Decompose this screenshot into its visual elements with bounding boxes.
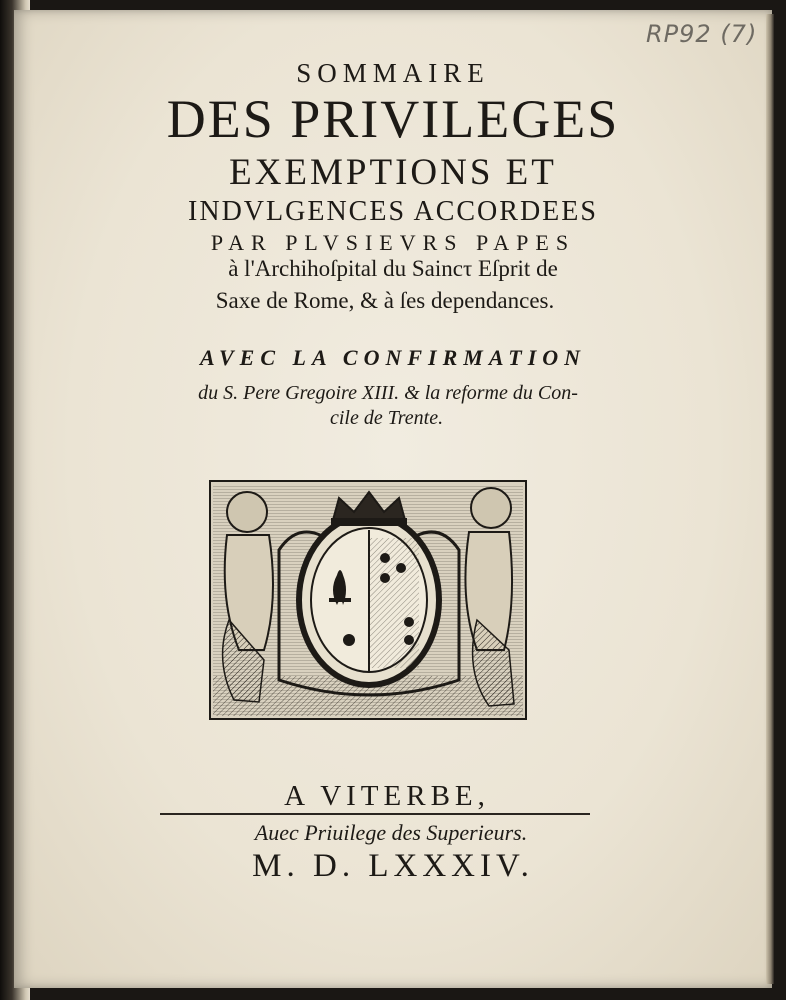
confirmation-line-3: cile de Trente. xyxy=(330,407,444,429)
coat-of-arms-engraving xyxy=(209,480,527,720)
title-line-5: PAR PLVSIEVRS PAPES xyxy=(210,230,576,255)
title-line-6: à l'Archihoſpital du Saincτ Eſprit de xyxy=(228,256,558,281)
title-line-3: EXEMPTIONS ET xyxy=(229,152,557,193)
shelfmark-annotation: RP92 (7) xyxy=(646,20,758,48)
imprint-place: A VITERBE, xyxy=(284,780,490,812)
title-line-1: SOMMAIRE xyxy=(296,58,490,88)
imprint-privilege: Auec Priuilege des Superieurs. xyxy=(254,820,528,845)
confirmation-line-2: du S. Pere Gregoire XIII. & la reforme du Con- xyxy=(198,382,578,404)
imprint-rule xyxy=(160,813,590,815)
confirmation-heading: AVEC LA CONFIRMATION xyxy=(199,345,587,370)
title-line-4: INDVLGENCES ACCORDEES xyxy=(188,196,598,227)
imprint-year: M. D. LXXXIV. xyxy=(252,848,534,884)
title-line-7: Saxe de Rome, & à ſes dependances. xyxy=(215,288,555,313)
title-line-2: DES PRIVILEGES xyxy=(166,89,620,149)
